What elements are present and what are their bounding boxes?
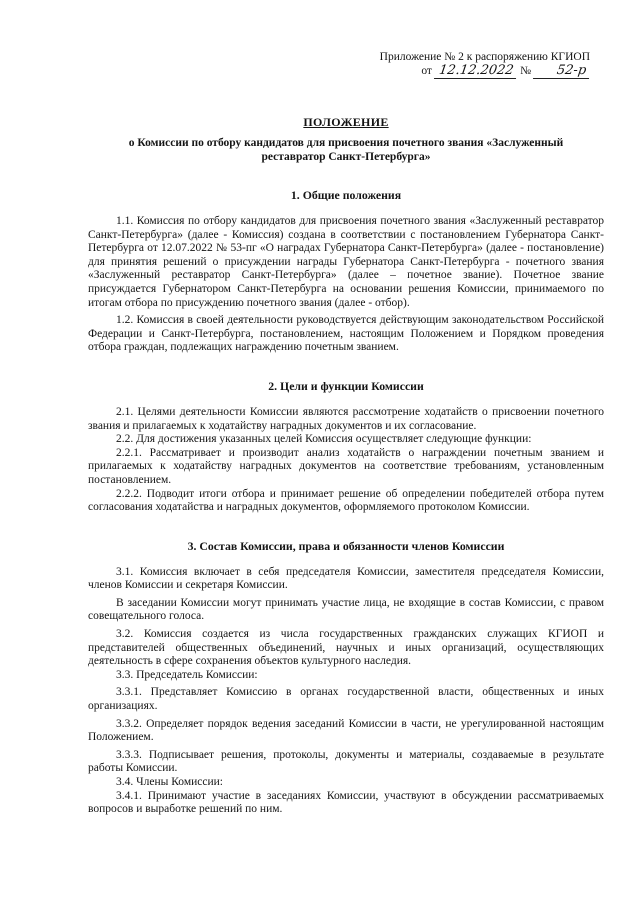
- paragraph: 3.3. Председатель Комиссии:: [116, 668, 258, 681]
- paragraph: 3.4. Члены Комиссии:: [116, 776, 223, 788]
- annex-number: 52-р: [533, 64, 591, 79]
- paragraph: 3.1. Комиссия включает в себя председателя Комиссии, заместителя председателя Комиссии, членов Комиссии и секретаря Комиссии.: [88, 565, 604, 592]
- paragraph: 2.2.2. Подводит итоги отбора и принимает решение об определении победителей отбора путем согласования ходатайства и наградных документов, оформляемого протоколом Комиссии.: [88, 487, 604, 514]
- document-title: ПОЛОЖЕНИЕ: [303, 115, 389, 129]
- paragraph: 3.3.2. Определяет порядок ведения заседаний Комиссии в части, не урегулированной настоящим Положением.: [88, 717, 604, 744]
- annex-block: [88, 50, 590, 79]
- annex-date: 12.12.2022: [434, 64, 519, 79]
- annex-ot-label: от: [421, 65, 432, 77]
- paragraph: 2.2.1. Рассматривает и производит анализ ходатайств о награждении почетным званием и прилагаемых к ходатайству наградных документов на соответствие требованиям, установленным постановлением.: [88, 446, 604, 486]
- section-heading: 1. Общие положения: [290, 188, 402, 202]
- section-heading: 3. Состав Комиссии, права и обязанности членов Комиссии: [187, 538, 505, 553]
- paragraph: 1.1. Комиссия по отбору кандидатов для присвоения почетного звания «Заслуженный реставратор Санкт-Петербурга» (далее - Комиссия) создана в соответствии с постановлением Губернатора Санкт-Петербурга от 12.07.2022 № 53-пг «О наградах Губернатора Санкт-Петербурга» (далее - постановление) для принятия решений о присуждении награды Губернатора Санкт-Петербурга - почетного звания «Заслуженный реставратор Санкт-Петербурга» (далее – почетное звание). Почетное звание присуждается Губернатором Санкт-Петербурга на основании решения Комиссии, принимаемого по итогам отбора по присуждению почетного звания (далее - отбор).: [88, 215, 604, 309]
- annex-no-label: №: [520, 65, 532, 77]
- paragraph: В заседании Комиссии могут принимать участие лица, не входящие в состав Комиссии, с правом совещательного голоса.: [88, 596, 604, 623]
- annex-date-line: [88, 64, 590, 79]
- paragraph: 3.3.3. Подписывает решения, протоколы, документы и материалы, создаваемые в результате работы Комиссии.: [88, 748, 604, 775]
- paragraph: 3.3.1. Представляет Комиссию в органах государственной власти, общественных и иных организациях.: [88, 686, 604, 713]
- paragraph: 3.4.1. Принимают участие в заседаниях Комиссии, участвуют в обсуждении рассматриваемых вопросов и выработке решений по ним.: [88, 789, 604, 816]
- paragraph: 1.2. Комиссия в своей деятельности руководствуется действующим законодательством Российской Федерации и Санкт-Петербурга, постановлением, настоящим Положением и Порядком проведения отбора граждан, подлежащих награждению почетным званием.: [88, 314, 604, 354]
- document-subtitle: о Комиссии по отбору кандидатов для присвоения почетного звания «Заслуженный реставратор Санкт-Петербурга»: [128, 137, 564, 163]
- section-heading: 2. Цели и функции Комиссии: [268, 378, 424, 393]
- annex-line: Приложение № 2 к распоряжению КГИОП: [379, 51, 590, 63]
- paragraph: 3.2. Комиссия создается из числа государственных гражданских служащих КГИОП и представителей общественных объединений, научных и иных организаций, осуществляющих деятельность в сфере сохранения объектов культурного наследия.: [88, 628, 604, 668]
- paragraph: 2.2. Для достижения указанных целей Комиссия осуществляет следующие функции:: [116, 433, 532, 446]
- paragraph: 2.1. Целями деятельности Комиссии являются рассмотрение ходатайств о присвоении почетного звания и прилагаемых к ходатайству наградных документов и их согласование.: [88, 405, 604, 432]
